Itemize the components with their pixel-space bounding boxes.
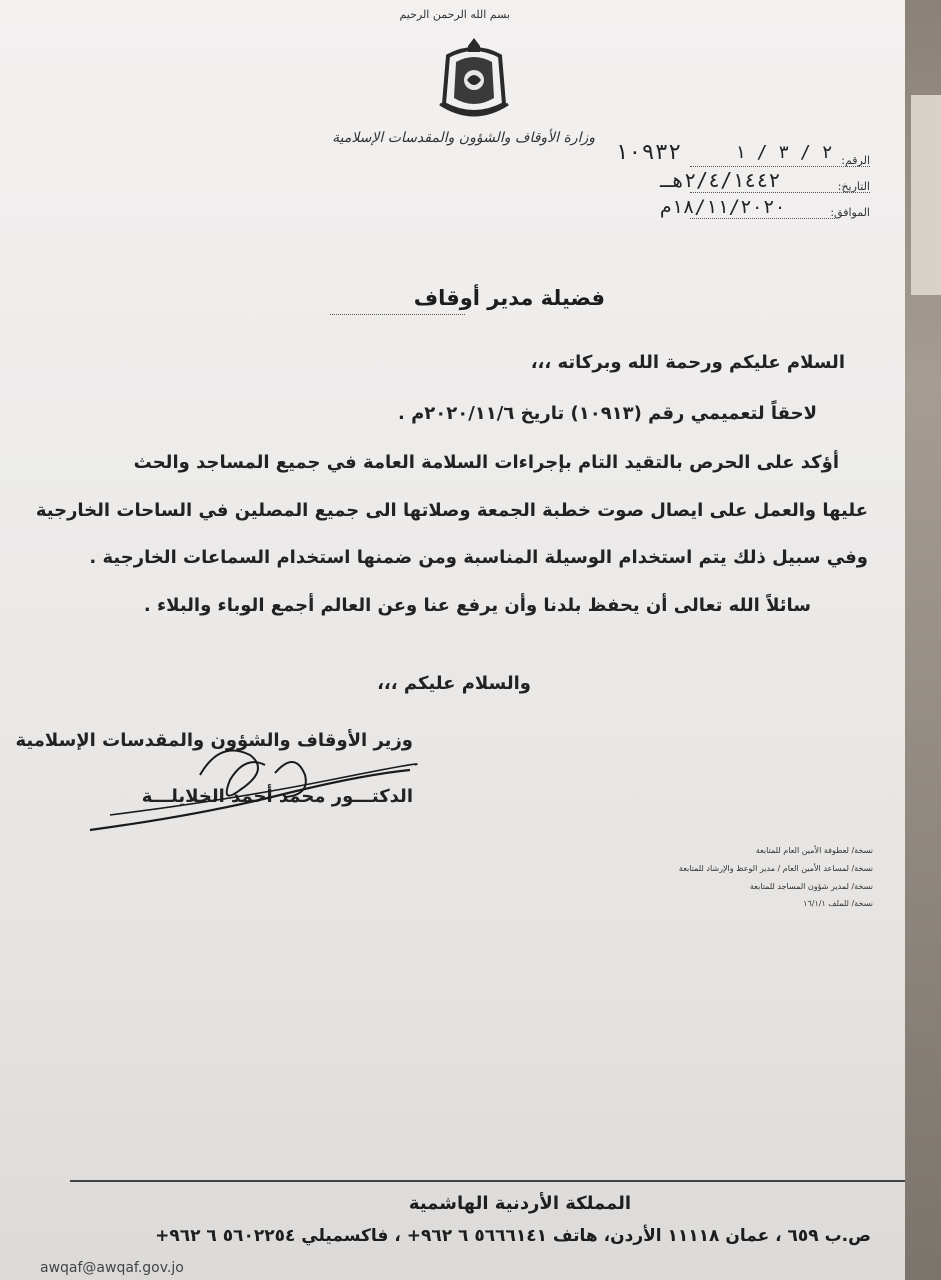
body-line-3: عليها والعمل على ايصال صوت خطبة الجمعة وصلاتها الى جميع المصلين في الساحات الخارجية: [35, 500, 868, 521]
copy-1: نسخة/ لعطوفة الأمين العام للمتابعة: [755, 846, 873, 855]
copy-2: نسخة/ لمساعد الأمين العام / مدير الوعظ والإرشاد للمتابعة: [678, 864, 873, 873]
ministry-name: وزارة الأوقاف والشؤون والمقدسات الإسلامية: [332, 130, 595, 146]
footer-rule: [70, 1180, 905, 1182]
footer-address: ص.ب ٦٥٩ ، عمان ١١١١٨ الأردن، هاتف ٥٦٦٦١٤١ ٦ ٩٦٢+ ، فاكسميلي ٥٦٠٢٢٥٤ ٦ ٩٦٢+: [155, 1226, 871, 1246]
closing: والسلام عليكم ،،،: [377, 673, 531, 694]
signature-title: وزير الأوقاف والشؤون والمقدسات الإسلامية: [15, 730, 413, 751]
ref-agreed-line: [690, 218, 835, 219]
body-line-2: أؤكد على الحرص بالتقيد التام بإجراءات السلامة العامة في جميع المساجد والحث: [133, 452, 839, 473]
addressee: فضيلة مدير أوقاف: [413, 286, 605, 310]
ref-date-label: التاريخ:: [837, 180, 870, 193]
ref-date-line: [690, 192, 870, 193]
ref-agreed-value: ١٨/١١/٢٠٢٠م: [660, 196, 786, 218]
signature-name: الدكتـــور محمد أحمد الخلايلـــة: [141, 786, 413, 807]
copy-4: نسخة/ للملف ١٦/١/١: [803, 899, 873, 908]
body-line-4: وفي سبيل ذلك يتم استخدام الوسيلة المناسبة ومن ضمنها استخدام السماعات الخارجية .: [89, 547, 868, 568]
footer-email: awqaf@awqaf.gov.jo: [40, 1260, 184, 1276]
body-line-5: سائلاً الله تعالى أن يحفظ بلدنا وأن يرفع عنا وعن العالم أجمع الوباء والبلاء .: [143, 595, 811, 616]
ref-number-label: الرقم:: [841, 154, 870, 167]
ref-number-hand: ٢ / ٣ / ١: [735, 142, 833, 163]
copy-3: نسخة/ لمدير شؤون المساجد للمتابعة: [749, 882, 873, 891]
ref-date-value: ٢/٤/١٤٤٢هـ: [660, 168, 781, 192]
jordan-emblem-icon: [434, 34, 514, 124]
basmala: بسم الله الرحمن الرحيم: [399, 8, 510, 21]
background-paper-edge: [911, 95, 941, 295]
greeting: السلام عليكم ورحمة الله وبركاته ،،،: [530, 352, 845, 373]
ref-number-value: ١٠٩٣٢: [615, 140, 682, 165]
ref-agreed-label: الموافق:: [830, 206, 870, 219]
handwritten-signature: [80, 735, 420, 845]
addressee-dotline: [330, 314, 465, 315]
footer-kingdom: المملكة الأردنية الهاشمية: [408, 1193, 632, 1214]
body-line-1: لاحقاً لتعميمي رقم (١٠٩١٣) تاريخ ٢٠٢٠/١١/٦م .: [397, 403, 817, 424]
ref-number-line: [690, 166, 870, 167]
